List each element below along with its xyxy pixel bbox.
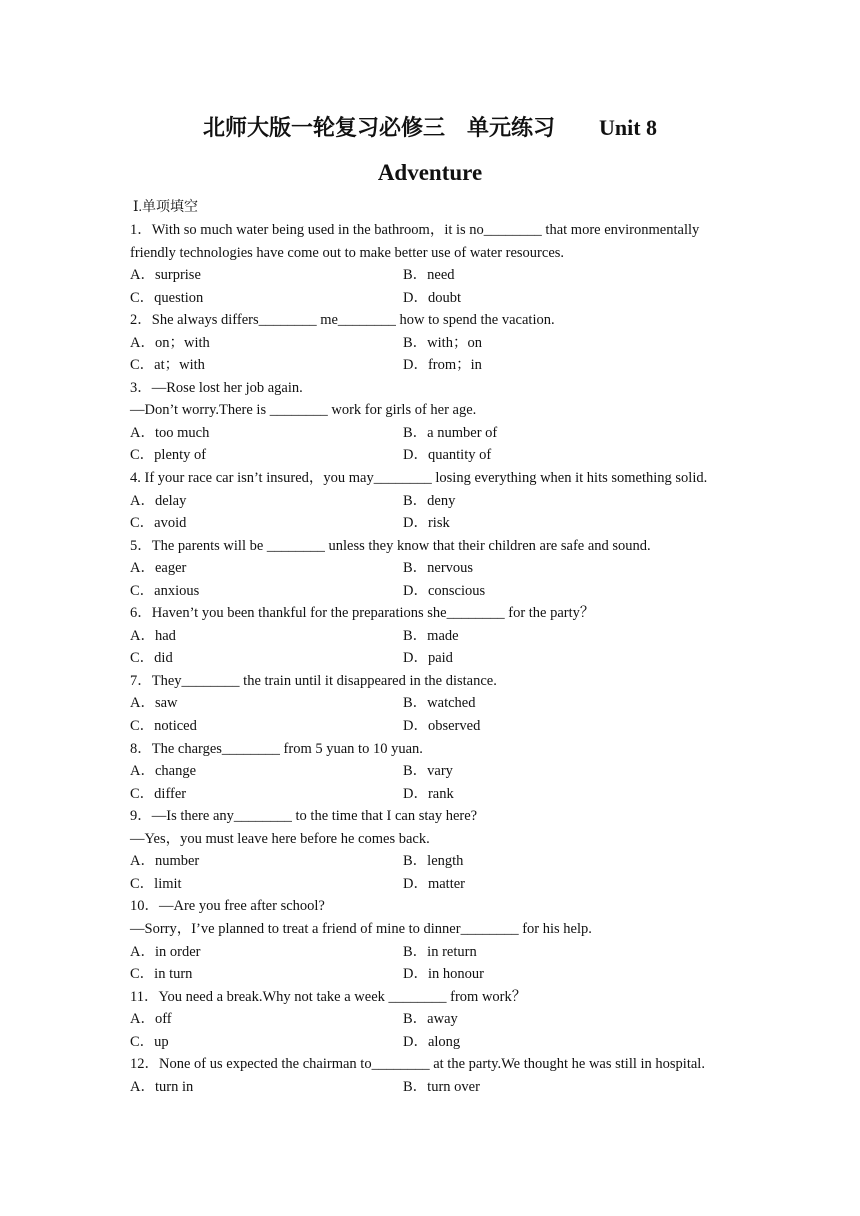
option-row bbox=[130, 873, 740, 896]
option-left: A．turn in bbox=[130, 1078, 194, 1095]
question-text-line: 9．—Is there any________ to the time that I can stay here? bbox=[130, 808, 478, 825]
option-right: D．paid bbox=[403, 650, 453, 667]
question-text-line: 2．She always differs________ me________ how to spend the vacation. bbox=[130, 312, 555, 329]
option-row bbox=[130, 557, 740, 580]
option-row bbox=[130, 422, 740, 445]
option-left: C．anxious bbox=[130, 582, 200, 599]
option-left: A．eager bbox=[130, 560, 187, 577]
option-right: D．doubt bbox=[403, 289, 461, 306]
option-left: A．delay bbox=[130, 492, 187, 509]
option-row bbox=[130, 1008, 740, 1031]
option-row bbox=[130, 1031, 740, 1054]
question-text-line: 5．The parents will be ________ unless they know that their children are safe and sound. bbox=[130, 537, 651, 554]
option-row bbox=[130, 692, 740, 715]
question-text-line: 8．The charges________ from 5 yuan to 10 yuan. bbox=[130, 740, 423, 757]
option-left: A．change bbox=[130, 763, 197, 780]
option-right: B．vary bbox=[403, 763, 453, 780]
option-right: B．in return bbox=[403, 943, 477, 960]
option-right: B．deny bbox=[403, 492, 456, 509]
option-right: D．risk bbox=[403, 515, 450, 532]
option-left: C．question bbox=[130, 289, 204, 306]
question-text-line: 7．They________ the train until it disappeared in the distance. bbox=[130, 672, 497, 689]
option-left: A．off bbox=[130, 1011, 172, 1028]
option-row bbox=[130, 783, 740, 806]
option-left: A．on；with bbox=[130, 334, 210, 351]
option-left: C．did bbox=[130, 650, 173, 667]
option-row bbox=[130, 625, 740, 648]
option-left: C．in turn bbox=[130, 966, 193, 983]
option-right: D．in honour bbox=[403, 966, 484, 983]
option-right: B．need bbox=[403, 267, 455, 284]
option-row bbox=[130, 941, 740, 964]
option-right: D．quantity of bbox=[403, 447, 492, 464]
option-left: C．up bbox=[130, 1033, 169, 1050]
option-right: D．conscious bbox=[403, 582, 486, 599]
question-text-line: —Yes，you must leave here before he comes back. bbox=[130, 830, 430, 847]
option-row bbox=[130, 850, 740, 873]
option-row bbox=[130, 647, 740, 670]
option-left: A．had bbox=[130, 627, 176, 644]
option-row bbox=[130, 444, 740, 467]
option-right: B．watched bbox=[403, 695, 476, 712]
page-title: 北师大版一轮复习必修三 单元练习 Unit 8 bbox=[202, 115, 658, 140]
option-left: C．plenty of bbox=[130, 447, 207, 464]
option-row bbox=[130, 287, 740, 310]
option-right: B．with；on bbox=[403, 334, 482, 351]
option-right: B．away bbox=[403, 1011, 458, 1028]
option-row bbox=[130, 354, 740, 377]
option-right: D．from；in bbox=[403, 357, 482, 374]
option-right: D．along bbox=[403, 1033, 461, 1050]
option-left: A．too much bbox=[130, 424, 210, 441]
section-heading: Ⅰ.单项填空 bbox=[133, 200, 199, 215]
option-row bbox=[130, 1076, 740, 1099]
question-text-line: 10．—Are you free after school? bbox=[130, 898, 325, 915]
question-text-line: 12．None of us expected the chairman to________ at the party.We thought he was still in hospital. bbox=[130, 1056, 705, 1073]
question-text-line: 6．Haven’t you been thankful for the preparations she________ for the party？ bbox=[130, 605, 595, 622]
option-row bbox=[130, 715, 740, 738]
option-left: C．differ bbox=[130, 785, 187, 802]
option-row bbox=[130, 332, 740, 355]
option-right: B．made bbox=[403, 627, 459, 644]
option-left: C．limit bbox=[130, 875, 182, 892]
question-text-line: —Sorry，I’ve planned to treat a friend of mine to dinner________ for his help. bbox=[130, 920, 592, 937]
option-left: A．saw bbox=[130, 695, 178, 712]
option-row bbox=[130, 580, 740, 603]
option-right: B．nervous bbox=[403, 560, 474, 577]
option-row bbox=[130, 963, 740, 986]
option-left: C．noticed bbox=[130, 718, 197, 735]
option-right: B．turn over bbox=[403, 1078, 480, 1095]
page-subtitle: Adventure bbox=[377, 160, 483, 185]
option-left: A．surprise bbox=[130, 267, 201, 284]
option-right: D．matter bbox=[403, 875, 466, 892]
option-right: B．a number of bbox=[403, 424, 498, 441]
option-row bbox=[130, 760, 740, 783]
option-left: C．at；with bbox=[130, 357, 205, 374]
question-text-line: 3．—Rose lost her job again. bbox=[130, 379, 303, 396]
question-text-line: friendly technologies have come out to make better use of water resources. bbox=[130, 244, 565, 261]
option-left: A．number bbox=[130, 853, 200, 870]
option-right: D．observed bbox=[403, 718, 481, 735]
option-left: C．avoid bbox=[130, 515, 187, 532]
question-list bbox=[130, 219, 740, 1098]
question-text-line: 1．With so much water being used in the bathroom，it is no________ that more environmentally bbox=[130, 222, 700, 238]
option-right: B．length bbox=[403, 853, 464, 870]
option-left: A．in order bbox=[130, 943, 201, 960]
question-text-line: 4. If your race car isn’t insured，you may________ losing everything when it hits something solid. bbox=[130, 470, 708, 487]
option-row bbox=[130, 512, 740, 535]
option-right: D．rank bbox=[403, 785, 454, 802]
question-text-line: —Don’t worry.There is ________ work for girls of her age. bbox=[130, 402, 477, 419]
option-row bbox=[130, 490, 740, 513]
question-text-line: 11．You need a break.Why not take a week ________ from work？ bbox=[130, 988, 527, 1005]
option-row bbox=[130, 264, 740, 287]
